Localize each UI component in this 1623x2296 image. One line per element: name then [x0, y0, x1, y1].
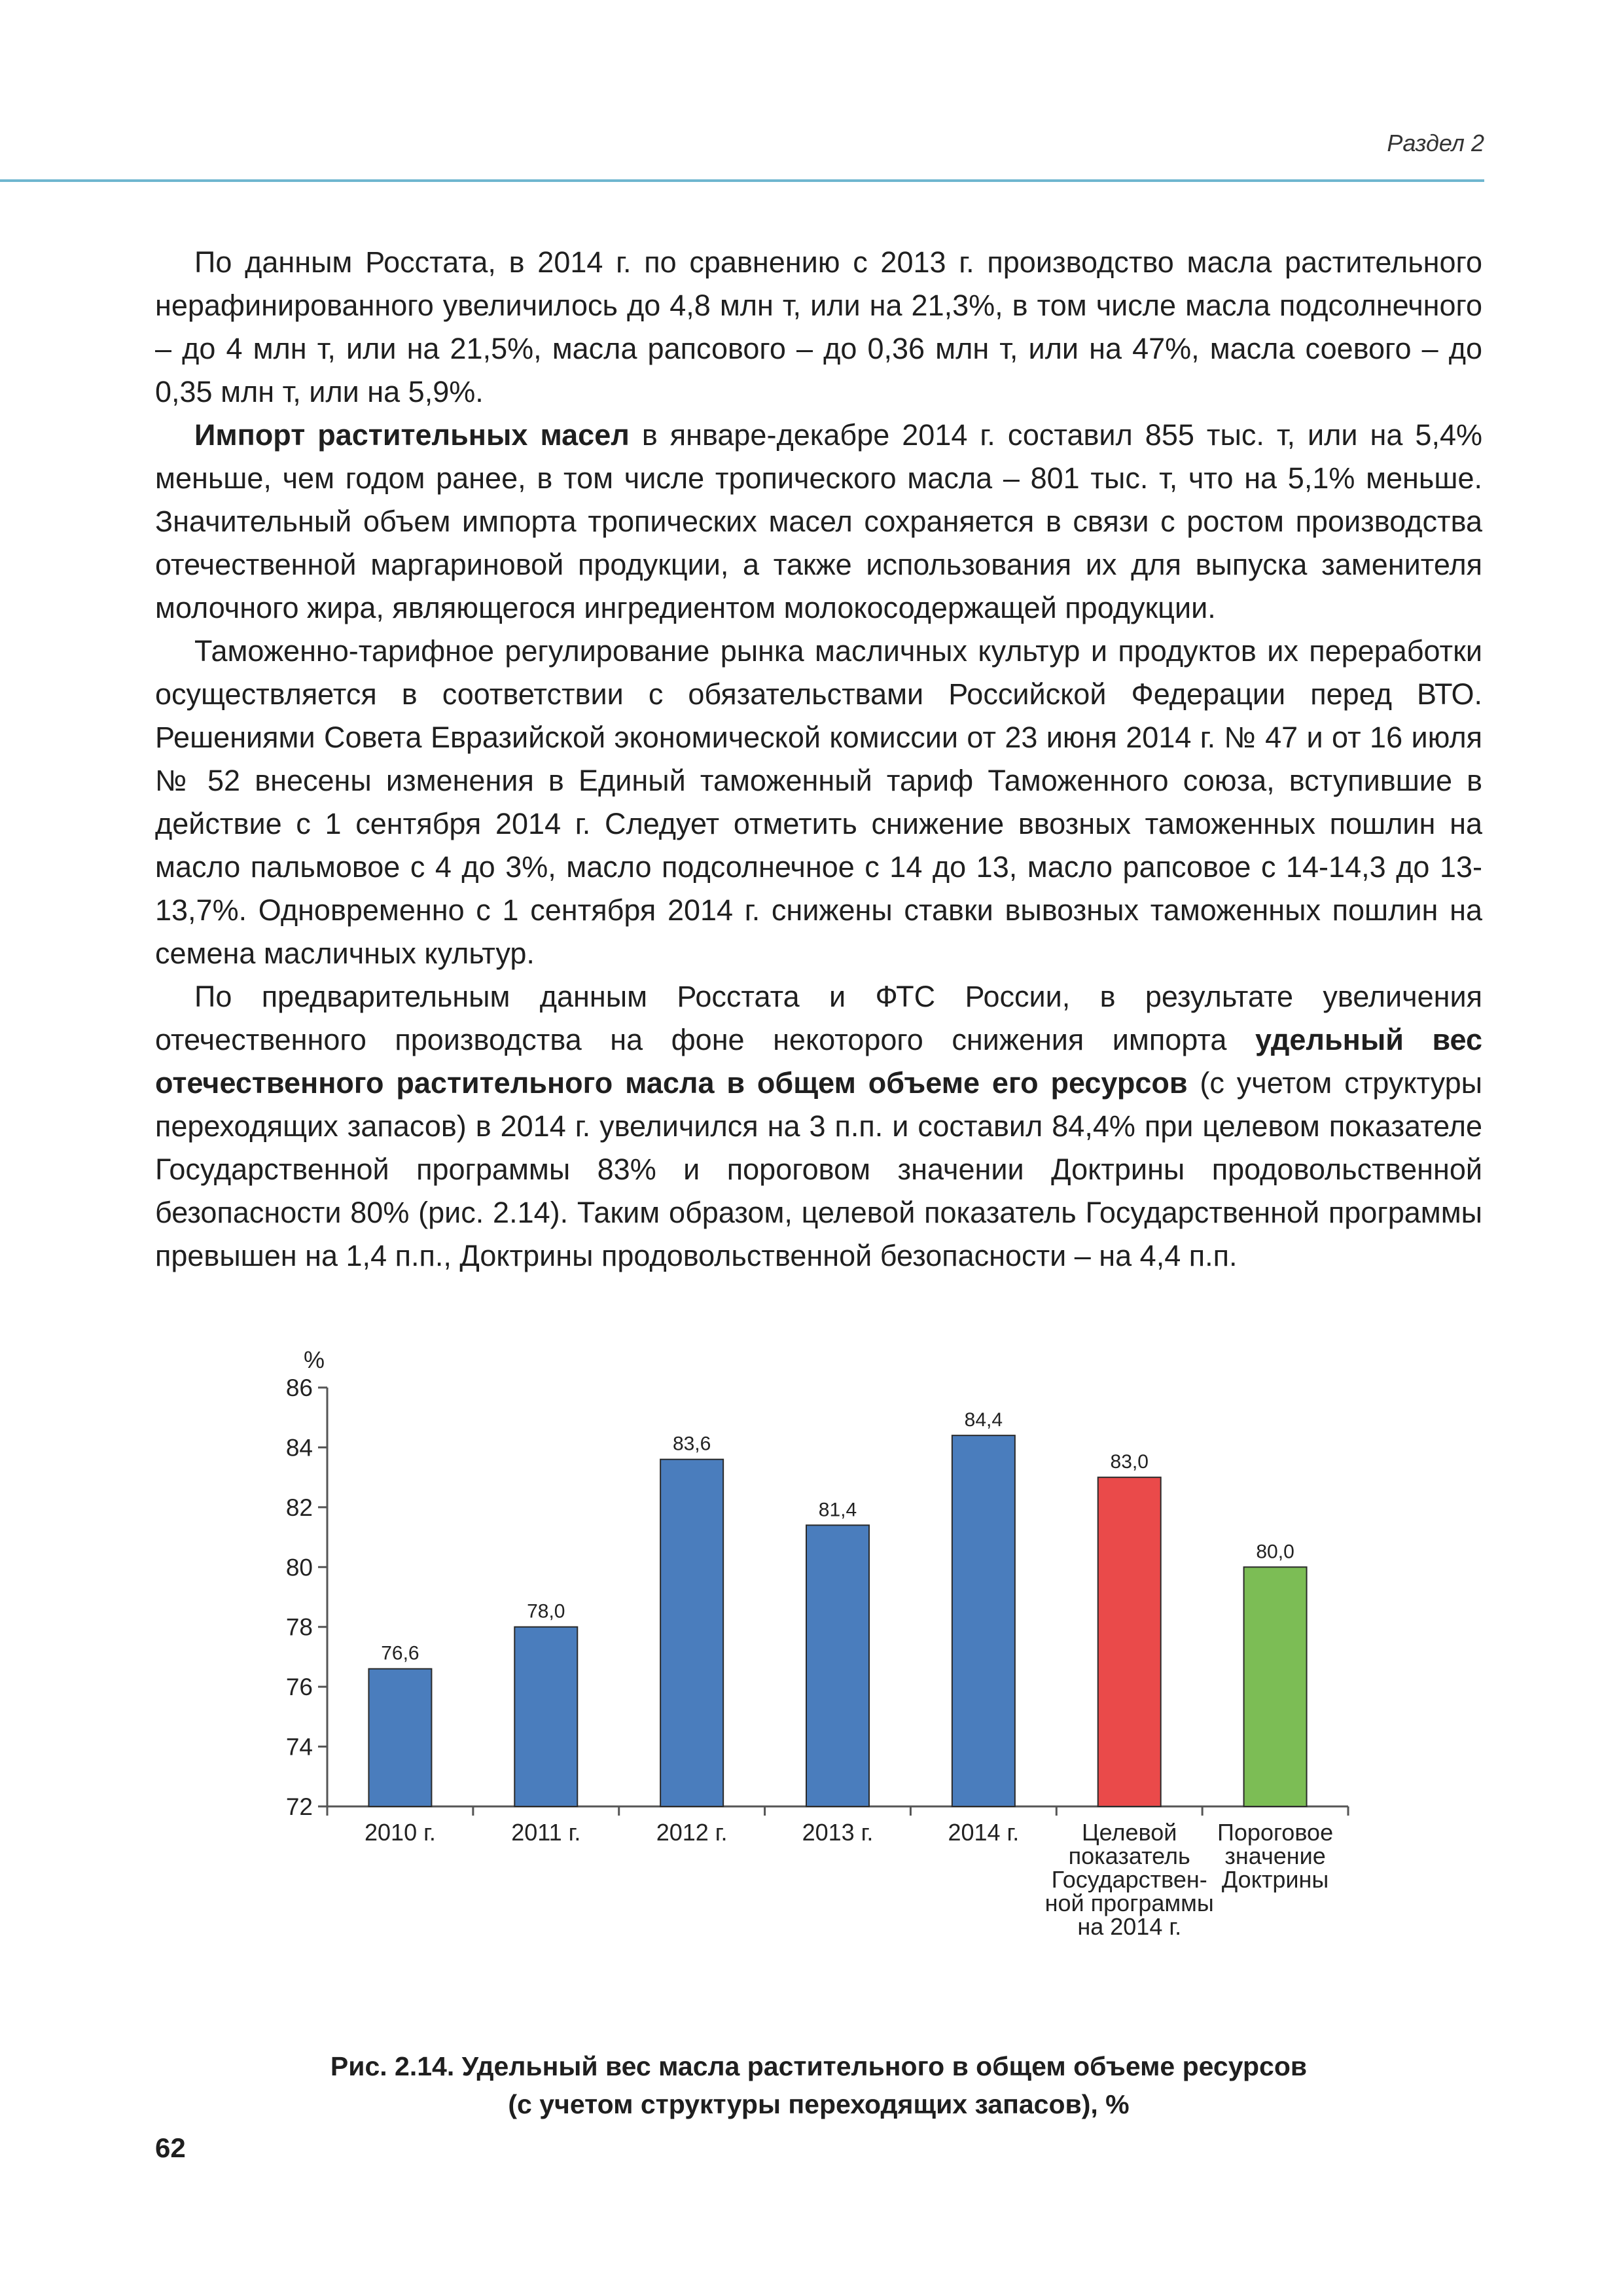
category-label: Целевой — [1082, 1819, 1177, 1846]
body-text — [155, 241, 1482, 1278]
bar-1 — [368, 1669, 431, 1806]
section-header: Раздел 2 — [1387, 130, 1484, 156]
y-tick-label: 72 — [285, 1793, 313, 1820]
category-label: 2013 г. — [802, 1819, 874, 1846]
caption-line-2: (с учетом структуры переходящих запасов), % — [508, 2089, 1130, 2119]
chart — [249, 1335, 1374, 1957]
category-label: Доктрины — [1221, 1866, 1329, 1893]
y-tick-label: 76 — [285, 1674, 313, 1701]
y-tick-label: 74 — [285, 1733, 313, 1761]
category-label: на 2014 г. — [1077, 1913, 1182, 1940]
paragraph-1 — [155, 241, 1482, 414]
caption-line-1: Рис. 2.14. Удельный вес масла растительного в общем объеме ресурсов — [330, 2051, 1308, 2081]
bar-value-label: 84,4 — [964, 1409, 1003, 1431]
category-label: 2010 г. — [365, 1819, 436, 1846]
bar-value-label: 81,4 — [818, 1499, 857, 1521]
bar-value-label: 83,0 — [1110, 1451, 1149, 1473]
bar-value-label: 80,0 — [1256, 1541, 1294, 1563]
category-label: Пороговое — [1217, 1819, 1334, 1846]
text-run: По данным Росстата, в 2014 г. по сравнению с 2013 г. производство масла растительного нерафинированного увеличилось до 4,8 млн т, или на 21,3%, в том числе масла подсолнечного – до 4 млн т, или на 21,5%, масла рапсового – до 0,36 млн т, или на 47%, масла соевого – до 0,35 млн т, или на 5,9%. — [155, 245, 1482, 408]
text-run: По предварительным данным Росстата и ФТС России, в результате увеличения отечественного производства на фоне некоторого снижения импорта — [155, 980, 1482, 1056]
y-tick-label: 82 — [285, 1494, 313, 1521]
bold-text: удельный вес отечественного растительного масла в общем объеме его ресурсов — [155, 1023, 1482, 1100]
text-run: (с учетом структуры переходящих запасов) в 2014 г. увеличился на 3 п.п. и составил 84,4% при целевом показателе Государственной программы 83% и пороговом значении Доктрины продовольственной безопасности 80% (рис. 2.14). Таким образом, целевой показатель Государственной программы превышен на 1,4 п.п., Доктрины продовольственной безопасности – на 4,4 п.п. — [155, 1066, 1482, 1272]
page-number: 62 — [155, 2132, 186, 2163]
bar-chart — [249, 1335, 1374, 1957]
paragraph-3 — [155, 630, 1482, 975]
category-label: ной программы — [1044, 1890, 1214, 1916]
y-axis-label: % — [303, 1346, 325, 1373]
category-label: показатель — [1068, 1842, 1190, 1869]
y-tick-label: 84 — [285, 1434, 313, 1462]
paragraph-4 — [155, 975, 1482, 1278]
bar-value-label: 83,6 — [672, 1433, 711, 1455]
y-tick-label: 78 — [285, 1613, 313, 1641]
bar-5 — [952, 1435, 1015, 1806]
bar-value-label: 78,0 — [527, 1600, 565, 1623]
bar-value-label: 76,6 — [381, 1642, 419, 1664]
category-label: 2014 г. — [948, 1819, 1020, 1846]
y-tick-label: 80 — [285, 1554, 313, 1581]
category-label: 2011 г. — [511, 1819, 581, 1846]
text-run: Таможенно-тарифное регулирование рынка масличных культур и продуктов их переработки осуществляется в соответствии с обязательствами Российской Федерации перед ВТО. Решениями Совета Евразийской экономической комиссии от 23 июня 2014 г. № 47 и от 16 июля № 52 внесены изменения в Единый таможенный тариф Таможенного союза, вступившие в действие с 1 сентября 2014 г. Следует отметить снижение ввозных таможенных пошлин на масло пальмовое с 4 до 3%, масло подсолнечное с 14 до 13, масло рапсовое с 14-14,3 до 13-13,7%. Одновременно с 1 сентября 2014 г. снижены ставки вывозных таможенных пошлин на семена масличных культур. — [155, 634, 1482, 970]
category-label: значение — [1224, 1842, 1326, 1869]
bar-4 — [806, 1525, 869, 1806]
bold-text: Импорт растительных масел — [194, 418, 630, 452]
bar-2 — [514, 1627, 577, 1806]
bar-7 — [1244, 1567, 1307, 1806]
figure-caption — [155, 2047, 1482, 2123]
bar-3 — [660, 1460, 723, 1806]
category-label: 2012 г. — [656, 1819, 728, 1846]
y-tick-label: 86 — [285, 1374, 313, 1401]
text-run: в январе-декабре 2014 г. составил 855 тыс. т, или на 5,4% меньше, чем годом ранее, в том числе тропического масла – 801 тыс. т, что на 5,1% меньше. Значительный объем импорта тропических масел сохраняется в связи с ростом производства отечественной маргариновой продукции, а также использования их для выпуска заменителя молочного жира, являющегося ингредиентом молокосодержащей продукции. — [155, 418, 1483, 624]
bar-6 — [1098, 1477, 1161, 1806]
category-label: Государствен- — [1051, 1866, 1207, 1893]
paragraph-2 — [155, 414, 1482, 630]
header-divider — [0, 179, 1484, 182]
